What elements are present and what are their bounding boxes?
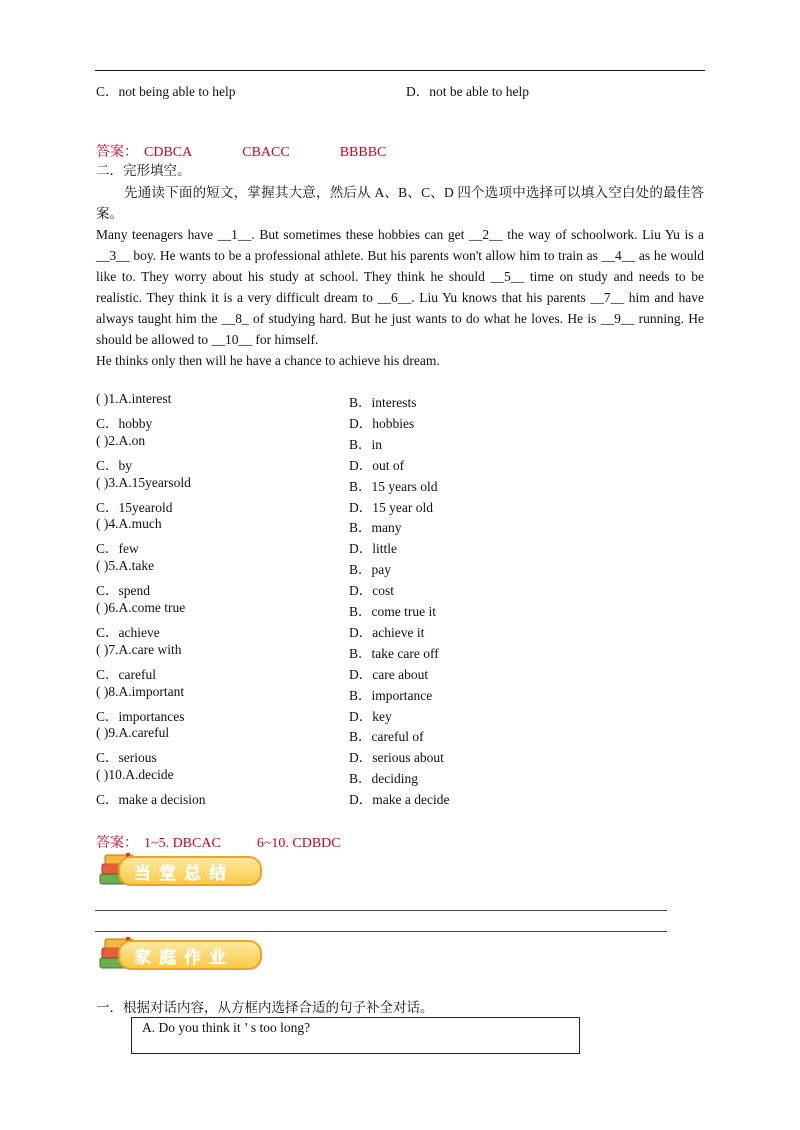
answer-group-1: 1~5. DBCAC [144,836,221,851]
option-left: C．spend [96,583,150,599]
section-2-heading: 二．完形填空。 [96,163,191,178]
option-right: B．deciding [349,771,418,787]
option-right: D．little [349,541,397,557]
option-left: ( )4.A.much [96,516,162,532]
option-right: B．importance [349,687,433,703]
banner-summary [96,850,266,890]
option-left: ( )8.A.important [96,683,185,699]
option-row [96,496,704,517]
option-left: ( )3.A.15yearsold [96,474,191,490]
option-d-previous: D．not be able to help [406,84,529,99]
option-right: B．interests [349,395,417,410]
option-row [96,600,704,621]
box-item-a: A. Do you think it ’ s too long? [142,1020,311,1035]
option-row [96,767,704,788]
option-row [96,475,704,496]
option-left: ( )6.A.come true [96,600,186,615]
instruction [96,182,704,224]
answer-group-3: BBBBC [339,145,387,160]
option-right: B．pay [349,562,391,578]
option-row [96,705,704,726]
option-left: ( )1.A.interest [96,391,172,406]
answer-label: 答案： [96,145,138,160]
option-left: C．make a decision [96,792,206,808]
option-row [96,746,704,767]
option-right: B．in [349,436,383,452]
answer-line-2 [96,832,391,852]
option-row [96,454,704,475]
option-left: C．few [96,541,139,557]
option-row [96,621,704,642]
option-row [96,642,704,663]
option-right: B．careful of [349,729,424,745]
option-right: D．hobbies [349,415,415,431]
option-left: C．hobby [96,415,153,431]
option-right: D．out of [349,457,405,473]
passage [96,224,704,371]
option-left: ( )9.A.careful [96,725,170,741]
option-right: D．serious about [349,750,444,766]
answer-line-1 [96,141,436,161]
instruction-text: 先通读下面的短文，掌握其大意，然后从 A、B、C、D 四个选项中选择可以填入空白处的最佳答案。 [96,185,704,221]
option-left: C．by [96,457,133,473]
banner-title: 当堂总结 [134,864,234,884]
answer-rule-2 [95,931,667,932]
top-rule [95,70,705,71]
option-row [96,516,704,537]
option-left: C．importances [96,708,185,724]
option-row [96,684,704,705]
option-row [96,663,704,684]
option-left: C．achieve [96,624,160,640]
option-row [96,725,704,746]
option-row [96,391,704,412]
option-right: D．15 year old [349,499,433,515]
option-right: B．many [349,520,402,536]
banner-homework [96,934,266,974]
option-left: C．serious [96,750,157,766]
option-right: B．take care off [349,645,439,661]
option-row [96,558,704,579]
option-right: D．achieve it [349,624,425,640]
option-row [96,788,704,809]
option-left: C．15yearold [96,499,173,515]
answer-rule-1 [95,910,667,911]
option-right: D．key [349,708,392,724]
banner-title: 家庭作业 [134,948,234,968]
answer-group-1: CDBCA [144,145,193,160]
option-c-previous: C．not being able to help [96,84,236,99]
option-left: C．careful [96,666,156,682]
option-row [96,537,704,558]
option-row [96,412,704,433]
option-right: B．15 years old [349,478,438,494]
option-row [96,579,704,600]
option-left: ( )10.A.decide [96,767,174,783]
option-right: D．make a decide [349,792,450,808]
option-row [96,433,704,454]
option-left: ( )2.A.on [96,432,146,448]
option-left: ( )5.A.take [96,558,155,574]
option-right: D．cost [349,583,394,599]
sentence-box [131,1017,580,1054]
option-right: B．come true it [349,604,436,619]
option-left: ( )7.A.care with [96,641,182,657]
answer-group-2: 6~10. CDBDC [256,836,341,851]
passage-paragraph-2: He thinks only then will he have a chance to achieve his dream. [96,353,440,368]
option-right: D．care about [349,666,429,682]
section-3-heading: 一．根据对话内容，从方框内选择合适的句子补全对话。 [96,1000,434,1015]
passage-paragraph-1: Many teenagers have __1__. But sometimes these hobbies can get __2__ the way of schoolwork. Liu Yu is a __3__ boy. He wants to be a professional athlete. But his parents won't allow him to train as __4__ as he would like to. They worry about his study at school. They think he should __5__ time on study and needs to be realistic. They think it is a very difficult dream to __6__. Liu Yu knows that his parents __7__ him and have always taught him the __8_ of studying hard. But he just wants to do what he loves. He is __9__ running. He should be allowed to __10__ for himself. [96,227,704,347]
answer-label: 答案： [96,836,138,851]
answer-group-2: CBACC [242,145,290,160]
